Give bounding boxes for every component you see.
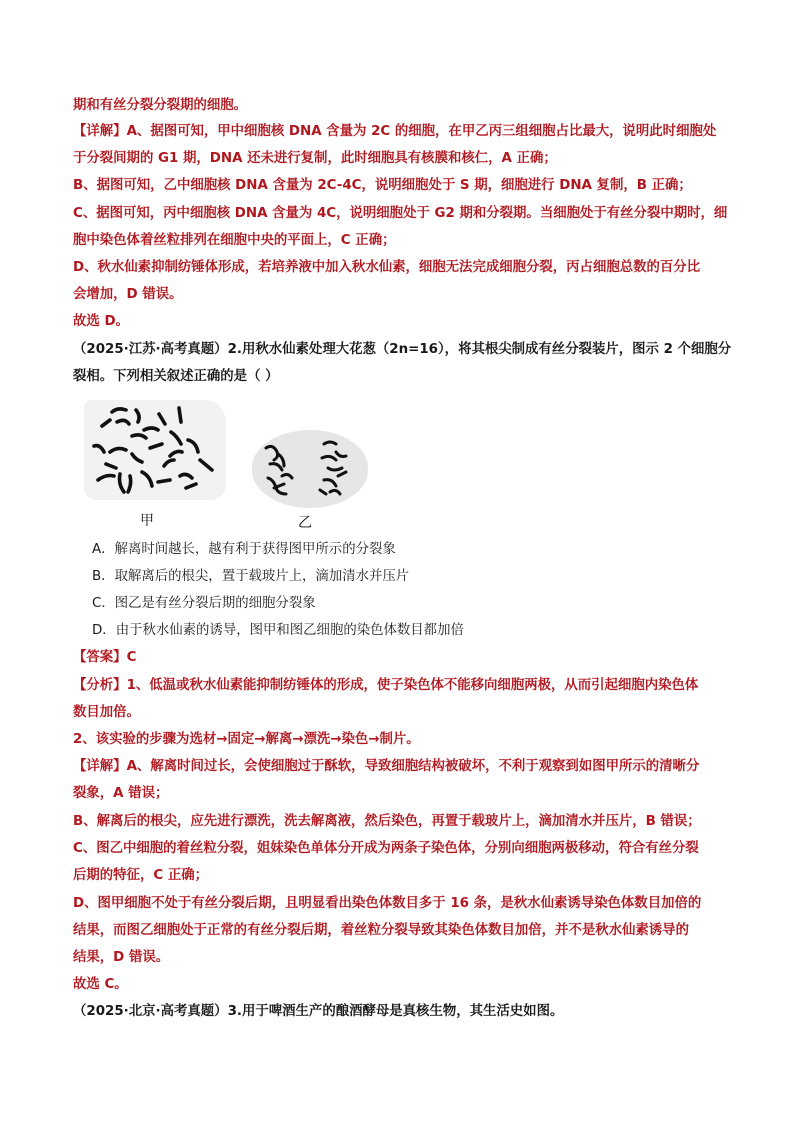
detail-line: B、解离后的根尖，应先进行漂洗，洗去解离液，然后染色，再置于载玻片上，滴加清水并压片，B 错误； [73,814,701,829]
answer-line [73,648,136,668]
text-line: 故选 D。 [73,314,129,329]
detail-line: D、图甲细胞不处于有丝分裂后期，且明显看出染色体数目多于 16 条，是秋水仙素诱导染色体数目加倍的 [73,896,702,911]
analysis-tag: 【分析】 [73,678,127,693]
question-source: （2025·北京·高考真题） [73,1004,228,1019]
answer-tag: 【答案】 [73,650,127,665]
detail-line: 故选 C。 [73,977,128,992]
figure-label-yi: 乙 [298,515,312,531]
text-line: 【详解】A、据图可知，甲中细胞核 DNA 含量为 2C 的细胞，在甲乙丙三组细胞占比最大，说明此时细胞处 [73,124,717,139]
option-d: D．由于秋水仙素的诱导，图甲和图乙细胞的染色体数目都加倍 [92,623,464,638]
detail-line: 裂象，A 错误； [73,786,169,801]
detail-line: 结果，D 错误。 [73,950,170,965]
text-line: C、据图可知，丙中细胞核 DNA 含量为 4C，说明细胞处于 G2 期和分裂期。当细胞处于有丝分裂中期时，细 [73,206,728,221]
question-2-line2: 裂相。下列相关叙述正确的是（ ） [73,369,279,384]
cell-image-jia [84,400,226,500]
text-line: D、秋水仙素抑制纺锤体形成，若培养液中加入秋水仙素，细胞无法完成细胞分裂，丙占细胞总数的百分比 [73,260,701,275]
text-line: B、据图可知，乙中细胞核 DNA 含量为 2C-4C，说明细胞处于 S 期，细胞进行 DNA 复制，B 正确； [73,178,692,193]
option-c: C．图乙是有丝分裂后期的细胞分裂象 [92,596,316,611]
detail-line: 【详解】A、解离时间过长，会使细胞过于酥软，导致细胞结构被破坏，不利于观察到如图甲所示的清晰分 [73,759,700,774]
question-source: （2025·江苏·高考真题） [73,342,228,357]
question-3: （2025·北京·高考真题）3.用于啤酒生产的酿酒酵母是真核生物，其生活史如图。 [73,1004,564,1019]
cell-micrograph-figure [84,400,374,530]
analysis-line: 【分析】1、低温或秋水仙素能抑制纺锤体的形成，使子染色体不能移向细胞两极，从而引起细胞内染色体 [73,678,699,693]
answer-value: C [126,650,137,665]
detail-tag: 【详解】 [73,124,127,139]
text-line: 于分裂间期的 G1 期，DNA 还未进行复制，此时细胞具有核膜和核仁，A 正确； [73,151,557,166]
question-2: （2025·江苏·高考真题）2.用秋水仙素处理大花葱（2n=16），将其根尖制成有丝分裂装片，图示 2 个细胞分 [73,342,732,357]
text-line: 会增加，D 错误。 [73,287,183,302]
figure-label-jia: 甲 [140,513,154,529]
detail-line: C、图乙中细胞的着丝粒分裂，姐妹染色单体分开成为两条子染色体，分别向细胞两极移动，符合有丝分裂 [73,841,699,856]
cell-image-yi [252,430,368,508]
detail-line: 后期的特征，C 正确； [73,868,209,883]
option-a: A．解离时间越长，越有利于获得图甲所示的分裂象 [92,542,396,557]
analysis-line: 数目加倍。 [73,705,140,720]
option-b: B．取解离后的根尖，置于载玻片上，滴加清水并压片 [92,569,410,584]
text-line: 胞中染色体着丝粒排列在细胞中央的平面上，C 正确； [73,233,396,248]
analysis-line: 2、该实验的步骤为选材→固定→解离→漂洗→染色→制片。 [73,732,420,747]
detail-tag: 【详解】 [73,759,127,774]
detail-line: 结果，而图乙细胞处于正常的有丝分裂后期，着丝粒分裂导致其染色体数目加倍，并不是秋水仙素诱导的 [73,923,689,938]
text-line: 期和有丝分裂分裂期的细胞。 [73,98,248,113]
